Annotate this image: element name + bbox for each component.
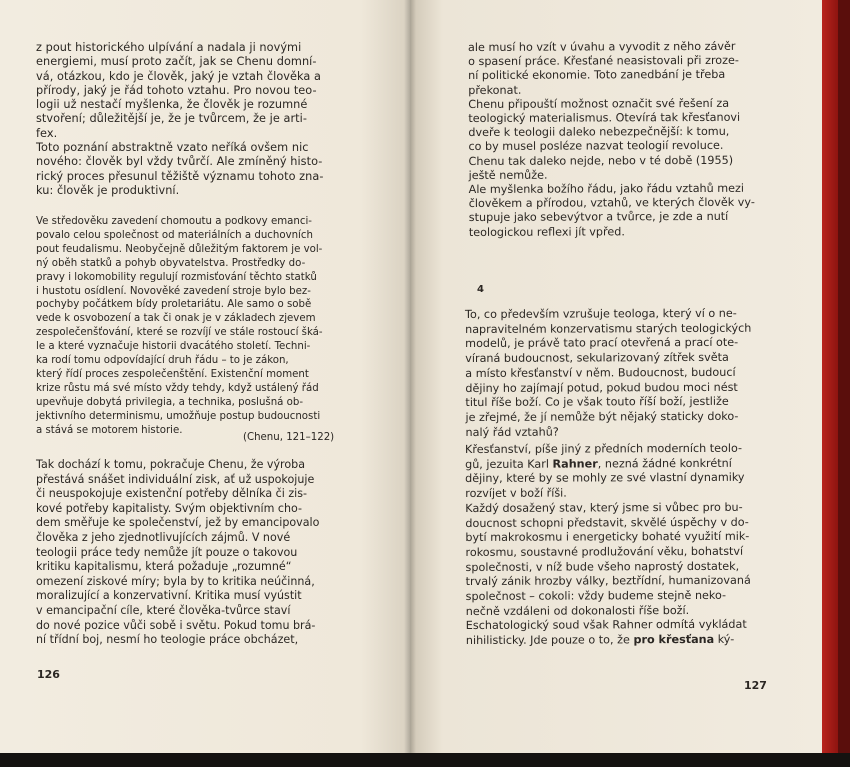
right-paragraph-1: ale musí ho vzít v úvahu a vyvodit z něho závěr o spasení práce. Křesťané neasistovali při zroze- ní politické ekonomie. Toto zanedbání je třeba překonat. Chenu připouští možnost označit své řešení za teologický materialismus. Otevírá tak křesťanovi dveře k teologii daleko nebezpečnější: k tomu, co by musel posléze nazvat teologií revoluce. Chenu tak daleko nejde, nebo v té době (1955) ještě nemůže. Ale myšlenka božího řádu, jako řádu vztahů mezi člověkem a přírodou, vztahů, ve kterých člověk vy- stupuje jako sebevýtvor a tvůrce, je zde a nutí teologickou reflexi jít vpřed. — [468, 39, 755, 239]
rahner-post-text: , nezná žádné konkrétní dějiny, které by se mohly ze své vlastní dynamiky rozvíjet v boží říši. Každý dosažený stav, který jsme si vůbec pro bu- doucnost schopni představit, skvělé úspěchy v do- bytí makrokosmu i energeticky bohaté využití mik- rokosmu, soustavné prodlužování věku, bohatství společnosti, v níž bude všeho naprostý dostatek, trvalý zánik hrozby války, beztřídní, humanizovaná společnost – cokoli: vždy budeme stejně neko- nečně vzdáleni od dokonalosti říše boží. Eschatologický soud však Rahner odmítá vykládat nihilisticky. Jde pouze o to, že — [465, 456, 751, 648]
rahner-name: Rahner — [552, 457, 598, 471]
book-cover-edge-shadow — [838, 0, 850, 767]
book-cover-edge — [822, 0, 838, 767]
rahner-pre-text: Křesťanství, píše jiný z předních moderních teolo- gů, jezuita Karl — [465, 441, 743, 471]
bottom-shadow — [0, 753, 850, 767]
left-citation: (Chenu, 121–122) — [243, 432, 335, 443]
section-number: 4 — [477, 284, 484, 295]
right-page-number: 127 — [744, 679, 767, 692]
book-spine-shadow — [404, 0, 416, 753]
left-quote: Ve středověku zavedení chomoutu a podkovy emanci- povalo celou společnost od materiálních a duchovních pout feudalismu. Neobyčejně důležitým faktorem je vol- ný oběh statků a pohyb obyvatelstva. Prostředky do- pravy i lokomobility regulují rozmisťování těchto statků i hustotu osídlení. Novověké zavedení stroje bylo bez- pochyby počátkem bídy proletariátu. Ale samo o sobě vede k osvobození a tak či onak je v základech zjevem zespolečenšťování, které se rozvíjí ve stále rostoucí šká- le a které vyznačuje historii dvacátého století. Techni- ka rodí tomu odpovídající druh řádu – to je zákon, který řídí proces zespolečenštění. Existenční moment krize růstu má své místo vždy tehdy, když ustálený řád upevňuje dobytá privilegia, a technika, poslušná ob- jektivního determinismu, umožňuje postup budoucnosti a stává se motorem historie. — [36, 216, 323, 436]
paragraph-3-end: ký- — [714, 632, 735, 647]
right-page — [410, 0, 822, 753]
emphasis-pro-krestana: pro křesťana — [633, 633, 715, 647]
left-paragraph-1: z pout historického ulpívání a nadala ji novými energiemi, musí proto začít, jak se Chenu domní- vá, otázkou, kdo je člověk, jaký je vztah člověka a přírody, jaký je řád tohoto vztahu. Pro novou teo- logii už nestačí myšlenka, že člověk je rozumné stvoření; důležitější je, že je tvůrcem, že je arti- fex. Toto poznání abstraktně vzato neříká ovšem nic nového: člověk byl vždy tvůrčí. Ale zmíněný histo- rický proces přesunul těžiště významu tohoto zna- ku: člověk je produktivní. — [36, 41, 324, 197]
left-page — [0, 0, 410, 753]
left-paragraph-2: Tak dochází k tomu, pokračuje Chenu, že výroba přestává snášet individuální zisk, ať už uspokojuje či neuspokojuje existenční potřeby dělníka či zis- kové potřeby kapitalisty. Svým objektivním cho- dem směřuje ke společenství, jež by emancipovalo člověka z jeho zjednotlivujících zájmů. V nové teologii práce tedy nemůže jít pouze o takovou kritiku kapitalismu, která požaduje „rozumné“ omezení ziskové míry; byla by to kritika neúčinná, moralizující a konzervativní. Kritika musí vyústit v emancipační cíle, které člověka-tvůrce staví do nové pozice vůči sobě i světu. Pokud tomu brá- ní třídní boj, nesmí ho teologie práce obcházet, — [36, 458, 320, 647]
left-page-number: 126 — [37, 668, 60, 681]
right-paragraph-3 — [465, 442, 751, 649]
right-paragraph-2: To, co především vzrušuje teologa, který ví o ne- napravitelném konzervatismu starých teologických modelů, je právě tato prací otevřená a prací ote- víraná budoucnost, sekularizovaný zítřek světa a místo křesťanství v něm. Budoucnost, budoucí dějiny ho zajímají potud, pokud budou moci nést titul říše boží. Co je však touto říší boží, jestliže je zřejmé, že jí nemůže být nějaký staticky doko- nalý řád vztahů? — [465, 306, 752, 439]
